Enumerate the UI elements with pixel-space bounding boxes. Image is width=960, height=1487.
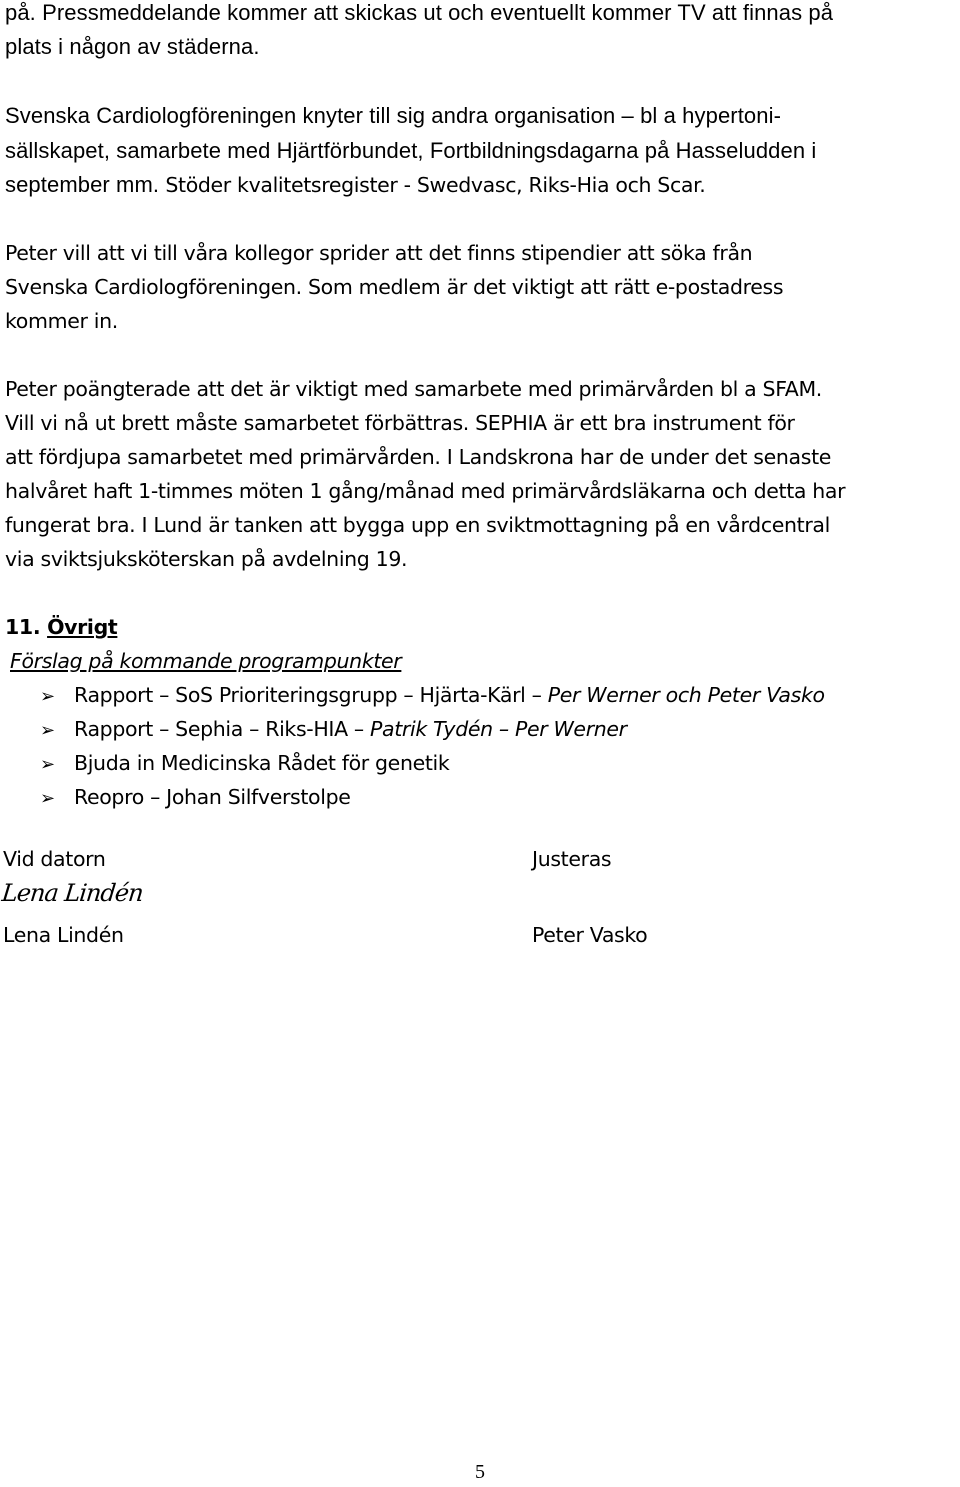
list-item	[40, 712, 627, 748]
stipend-line-1: Peter vill att vi till våra kollegor sprider att det finns stipendier att söka från	[5, 241, 753, 265]
primary-line-2: Vill vi nå ut brett måste samarbetet förbättras. SEPHIA är ett bra instrument för	[5, 411, 795, 435]
arrow-bullet-icon: ➢	[40, 788, 55, 809]
signature-right-name: Peter Vasko	[532, 923, 648, 947]
intro-line-2: plats i någon av städerna.	[5, 34, 260, 59]
section-heading	[5, 610, 117, 644]
list-item	[40, 746, 449, 782]
cardio-line-3b: Stöder kvalitetsregister - Swedvasc, Riks-Hia och Scar.	[165, 173, 706, 197]
list-item-text: Rapport – SoS Prioriteringsgrupp – Hjärta-Kärl –	[74, 683, 548, 707]
primary-line-5: fungerat bra. I Lund är tanken att bygga upp en sviktmottagning på en vårdcentral	[5, 513, 830, 537]
cardio-line-1: Svenska Cardiologföreningen knyter till sig andra organisation – bl a hypertoni-	[5, 103, 782, 128]
cardio-line-2: sällskapet, samarbete med Hjärtförbundet, Fortbildningsdagarna på Hasseludden i	[5, 138, 817, 163]
stipend-line-2: Svenska Cardiologföreningen. Som medlem är det viktigt att rätt e-postadress	[5, 275, 784, 299]
list-item-text: Rapport – Sephia – Riks-HIA –	[74, 717, 370, 741]
list-item-people: Per Werner och Peter Vasko	[547, 683, 825, 707]
list-item-people: Patrik Tydén – Per Werner	[370, 717, 627, 741]
primary-line-3: att fördjupa samarbetet med primärvården. I Landskrona har de under det senaste	[5, 445, 832, 469]
section-subtitle: Förslag på kommande programpunkter	[10, 649, 402, 673]
list-item-text: Bjuda in Medicinska Rådet för genetik	[74, 751, 450, 775]
section-title: Övrigt	[47, 615, 118, 639]
section-number: 11.	[5, 615, 41, 639]
signature-right-label: Justeras	[532, 847, 612, 871]
signature-left-name: Lena Lindén	[3, 923, 124, 947]
signature-left-label: Vid datorn	[3, 847, 106, 871]
stipend-line-3: kommer in.	[5, 309, 118, 333]
cardio-line-3a: september mm.	[5, 172, 166, 197]
list-item-text: Reopro – Johan Silfverstolpe	[74, 785, 351, 809]
primary-line-6: via sviktsjuksköterskan på avdelning 19.	[5, 547, 408, 571]
arrow-bullet-icon: ➢	[40, 686, 55, 707]
arrow-bullet-icon: ➢	[40, 754, 55, 775]
arrow-bullet-icon: ➢	[40, 720, 55, 741]
page-number: 5	[475, 1461, 485, 1483]
cardio-line-3	[5, 168, 705, 202]
intro-line-1: på. Pressmeddelande kommer att skickas ut och eventuellt kommer TV att finnas på	[5, 0, 834, 25]
list-item	[40, 678, 825, 714]
primary-line-1: Peter poängterade att det är viktigt med samarbete med primärvården bl a SFAM.	[5, 377, 822, 401]
list-item	[40, 780, 351, 816]
signature-handwritten: Lena Lindén	[0, 879, 145, 907]
primary-line-4: halvåret haft 1-timmes möten 1 gång/månad med primärvårdsläkarna och detta har	[5, 479, 846, 503]
